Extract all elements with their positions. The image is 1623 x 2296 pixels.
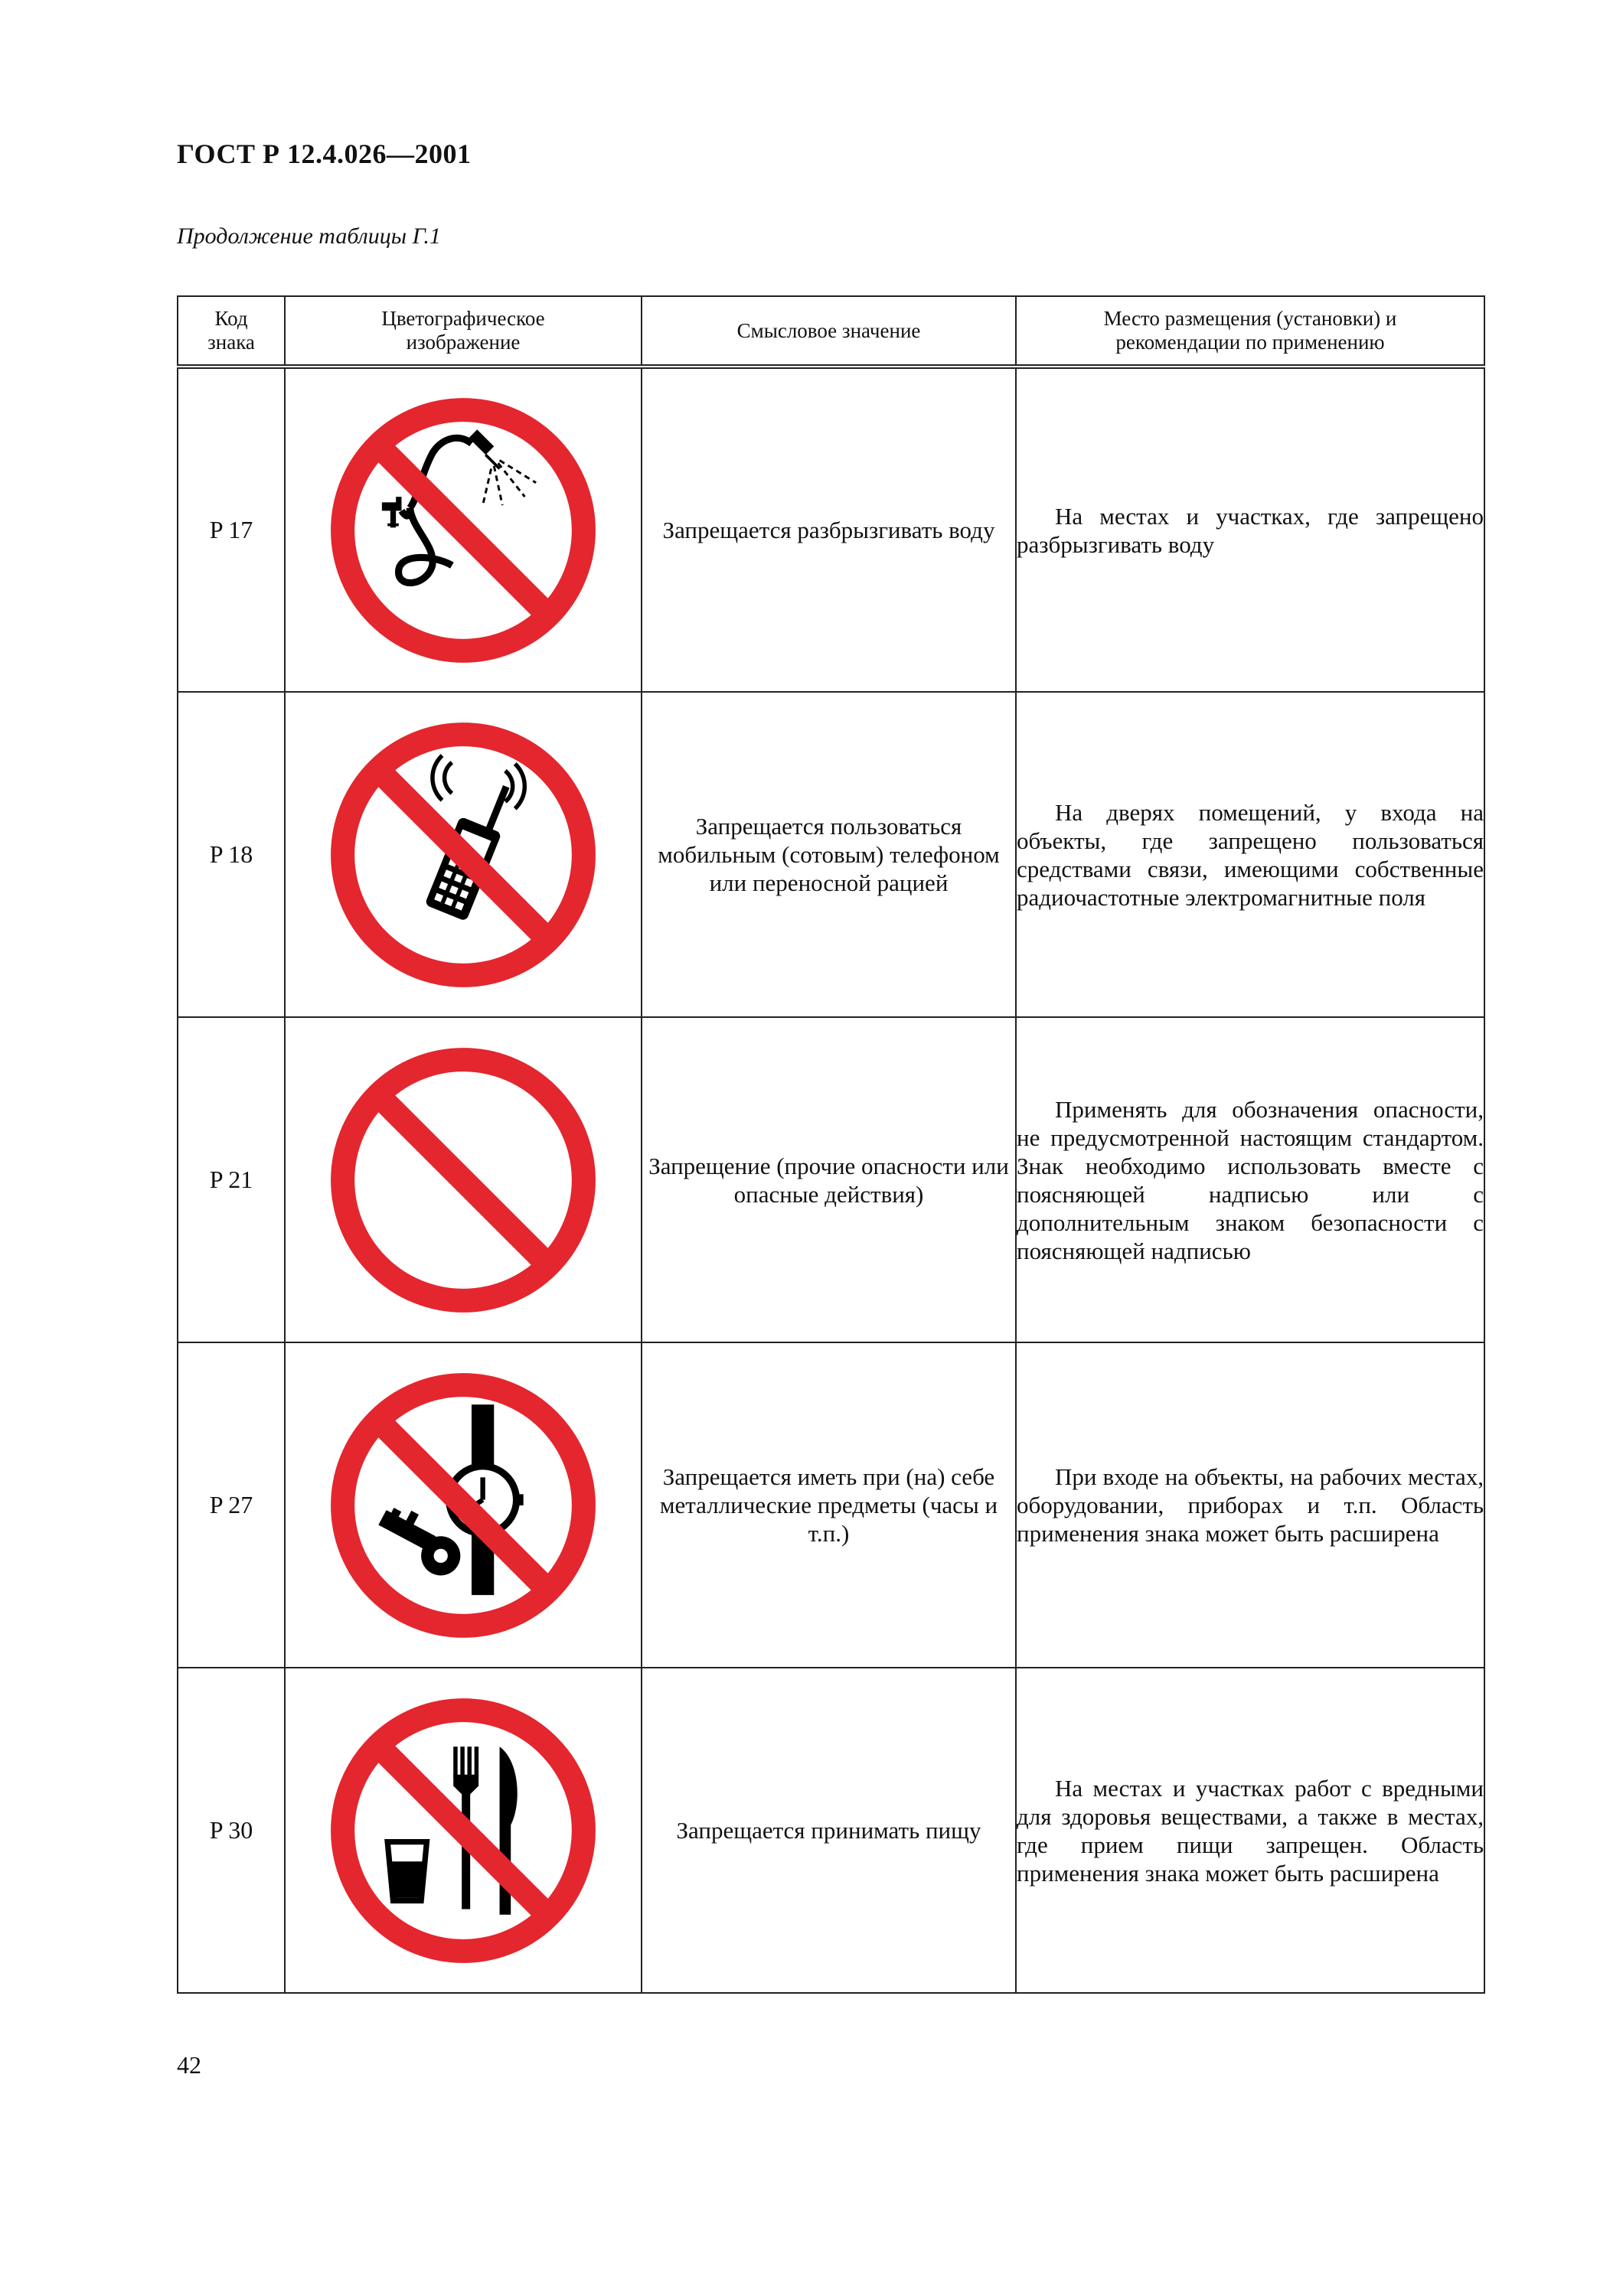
sign-placement: Применять для обозначения опасности, не предусмотренной настоящим стандартом. Знак необходимо использовать вместе с поясняющей надписью или с дополнительным знаком безопасности с поясняющей надписью: [1016, 1017, 1484, 1342]
table-row: [178, 1017, 1484, 1342]
no-metallic-articles-icon: [323, 1365, 603, 1645]
column-header-placement: Место размещения (установки) и рекомендации по применению: [1016, 296, 1484, 367]
no-eating-icon: [323, 1691, 603, 1971]
no-mobile-phone-icon: [323, 715, 603, 995]
general-prohibition-icon: [323, 1040, 603, 1320]
column-header-code: Код знака: [178, 296, 285, 367]
table-row: [178, 367, 1484, 692]
signs-table: [177, 295, 1485, 1994]
table-header-row: [178, 296, 1484, 367]
page-number: 42: [177, 2051, 201, 2079]
sign-meaning: Запрещается пользоваться мобильным (сотовым) телефоном или переносной рацией: [642, 692, 1016, 1017]
column-header-image: Цветографическое изображение: [285, 296, 642, 367]
table-row: [178, 692, 1484, 1017]
document-header: ГОСТ Р 12.4.026—2001: [177, 139, 472, 169]
sign-code: P 18: [178, 692, 285, 1017]
sign-placement: При входе на объекты, на рабочих местах, оборудовании, приборах и т.п. Область применения знака может быть расширена: [1016, 1342, 1484, 1668]
sign-code: P 21: [178, 1017, 285, 1342]
sign-code: P 27: [178, 1342, 285, 1668]
sign-meaning: Запрещается иметь при (на) себе металлические предметы (часы и т.п.): [642, 1342, 1016, 1668]
table-row: [178, 1668, 1484, 1993]
sign-code: P 17: [178, 367, 285, 692]
table-row: [178, 1342, 1484, 1668]
sign-placement: На местах и участках работ с вредными для здоровья веществами, а также в местах, где прием пищи запрещен. Область применения знака может быть расширена: [1016, 1668, 1484, 1993]
column-header-meaning: Смысловое значение: [642, 296, 1016, 367]
sign-placement: На дверях помещений, у входа на объекты, где запрещено пользоваться средствами связи, имеющими собственные радиочастотные электромагнитные поля: [1016, 692, 1484, 1017]
sign-code: P 30: [178, 1668, 285, 1993]
table-caption: Продолжение таблицы Г.1: [177, 223, 441, 249]
no-spraying-water-icon: [323, 390, 603, 670]
sign-meaning: Запрещается разбрызгивать воду: [642, 367, 1016, 692]
sign-meaning: Запрещается принимать пищу: [642, 1668, 1016, 1993]
sign-meaning: Запрещение (прочие опасности или опасные действия): [642, 1017, 1016, 1342]
sign-placement: На местах и участках, где запрещено разбрызгивать воду: [1016, 367, 1484, 692]
